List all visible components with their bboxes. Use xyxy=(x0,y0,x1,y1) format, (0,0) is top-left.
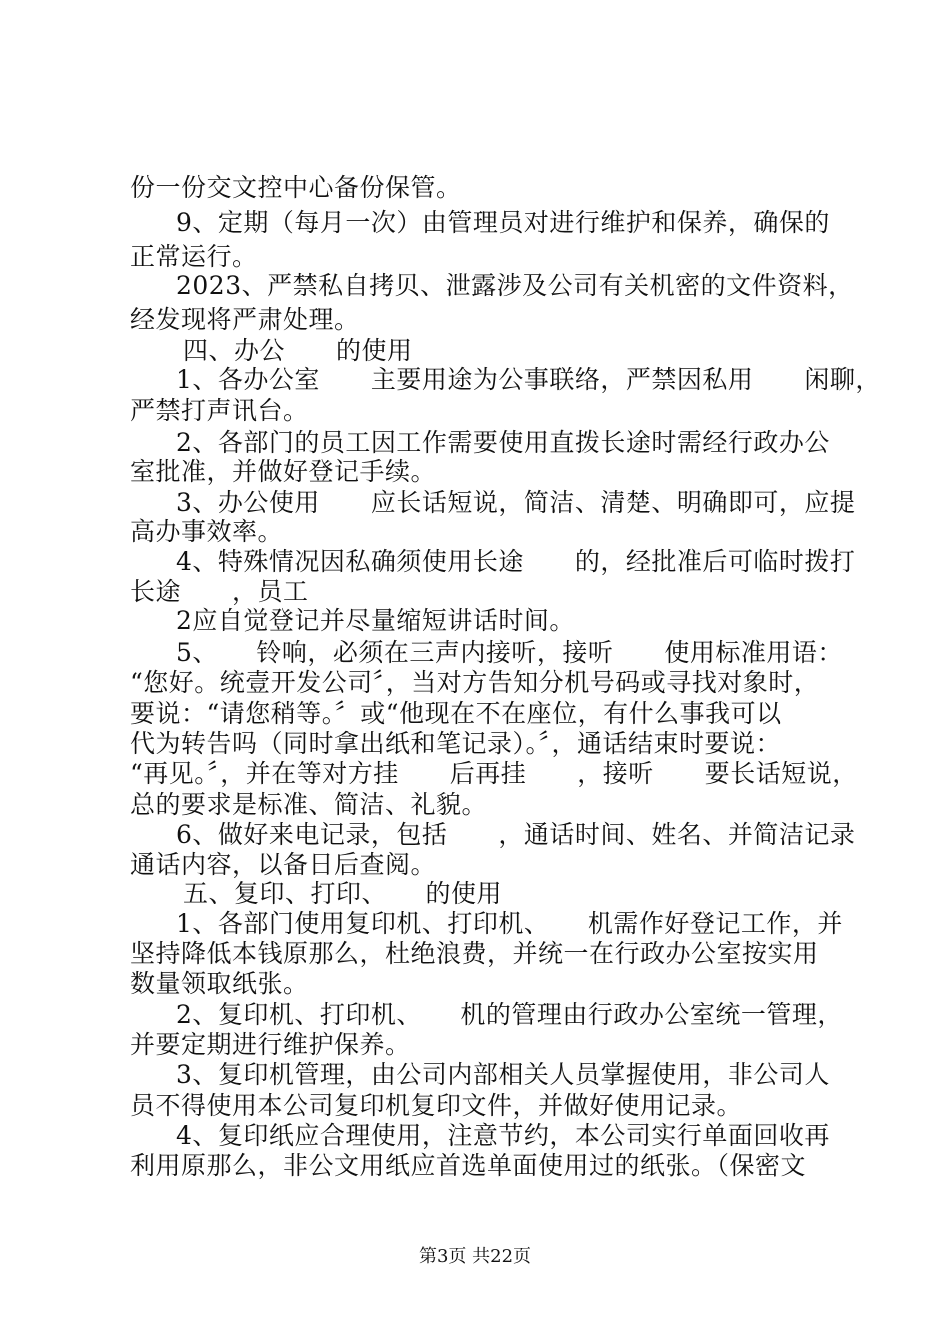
text-line: 并要定期进行维护保养。 xyxy=(130,1030,411,1059)
text-line: 通话内容，以备日后查阅。 xyxy=(130,850,437,879)
text-line: 5、 铃响，必须在三声内接听，接听 使用标准用语： xyxy=(176,638,843,667)
text-line: 4、复印纸应合理使用，注意节约，本公司实行单面回收再 xyxy=(176,1121,830,1150)
text-line: 长途 ，员工 xyxy=(130,577,309,606)
text-line: 员不得使用本公司复印机复印文件，并做好使用记录。 xyxy=(130,1091,743,1120)
text-line: 要说：“请您稍等。〞或“他现在不在座位，有什么事我可以 xyxy=(130,699,782,728)
text-line: 室批准，并做好登记手续。 xyxy=(130,457,437,486)
text-line: 4、特殊情况因私确须使用长途 的，经批准后可临时拨打 xyxy=(176,547,856,576)
text-line: 利用原那么，非公文用纸应首选单面使用过的纸张。（保密文 xyxy=(130,1151,807,1180)
text-line: 6、做好来电记录，包括 ，通话时间、姓名、并简洁记录 xyxy=(176,820,856,849)
text-line: 9、定期（每月一次）由管理员对进行维护和保养，确保的 xyxy=(176,208,830,237)
text-line: 3、复印机管理，由公司内部相关人员掌握使用，非公司人 xyxy=(176,1060,830,1089)
page-number-footer: 第3页 共22页 xyxy=(418,1246,532,1267)
text-line: 2、各部门的员工因工作需要使用直拨长途时需经行政办公 xyxy=(176,428,830,457)
text-line: 2、复印机、打印机、 机的管理由行政办公室统一管理， xyxy=(176,1000,843,1029)
text-line: 数量领取纸张。 xyxy=(130,969,309,998)
section-heading: 五、复印、打印、 的使用 xyxy=(183,879,503,908)
text-line: 经发现将严肃处理。 xyxy=(130,305,360,334)
text-line: 2023、严禁私自拷贝、泄露涉及公司有关机密的文件资料， xyxy=(176,271,854,300)
text-line: 高办事效率。 xyxy=(130,517,284,546)
text-line: “您好。统壹开发公司〞，当对方告知分机号码或寻找对象时， xyxy=(130,668,820,697)
text-line: 份一份交文控中心备份保管。 xyxy=(130,173,462,202)
text-line: 3、办公使用 应长话短说，简洁、清楚、明确即可，应提 xyxy=(176,488,856,517)
section-heading: 四、办公 的使用 xyxy=(183,336,413,365)
text-line: 正常运行。 xyxy=(130,242,258,271)
text-line: 2应自觉登记并尽量缩短讲话时间。 xyxy=(176,606,575,635)
text-line: 严禁打声讯台。 xyxy=(130,396,309,425)
text-line: 1、各部门使用复印机、打印机、 机需作好登记工作，并 xyxy=(176,909,843,938)
text-line: “再见。〞，并在等对方挂 后再挂 ，接听 要长话短说， xyxy=(130,759,858,788)
text-line: 总的要求是标准、简洁、礼貌。 xyxy=(130,790,488,819)
text-line: 坚持降低本钱原那么，杜绝浪费，并统一在行政办公室按实用 xyxy=(130,939,819,968)
text-line: 1、各办公室 主要用途为公事联络，严禁因私用 闲聊， xyxy=(176,365,881,394)
text-line: 代为转告吗（同时拿出纸和笔记录）。〞，通话结束时要说： xyxy=(130,729,782,758)
